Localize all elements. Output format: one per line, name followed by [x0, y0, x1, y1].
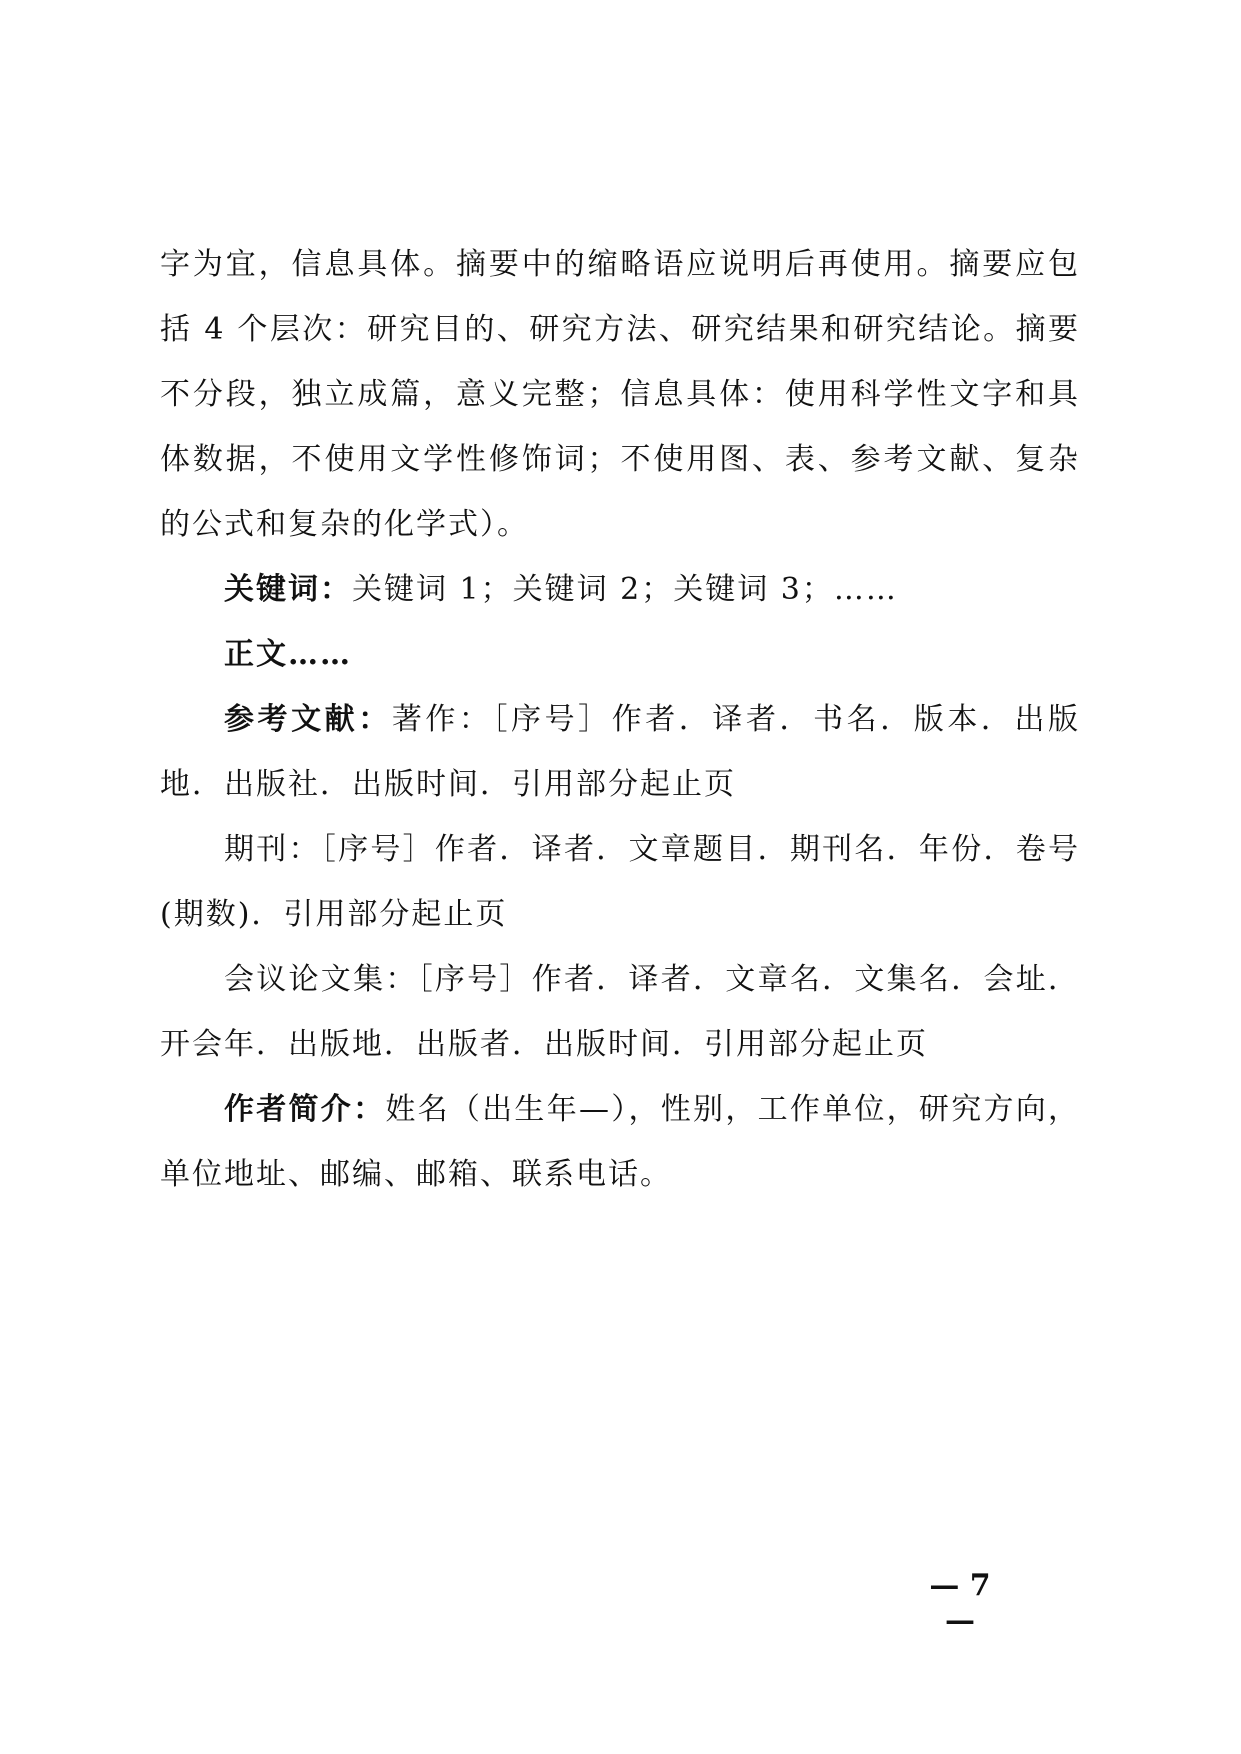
- keywords-text: 关键词 1；关键词 2；关键词 3；……: [352, 572, 898, 607]
- author-bio-text: 姓名（出生年—），性别，工作单位，研究方向，单位地址、邮编、邮箱、联系电话。: [160, 1092, 1081, 1192]
- references-book: 著作：［序号］作者．译者．书名．版本．出版地．出版社．出版时间．引用部分起止页: [160, 702, 1081, 802]
- keywords-label: 关键词：: [224, 572, 352, 607]
- references-proceedings-paragraph: [160, 947, 1080, 1077]
- abstract-continuation: 字为宜，信息具体。摘要中的缩略语应说明后再使用。摘要应包括 4 个层次：研究目的、研究方法、研究结果和研究结论。摘要不分段，独立成篇，意义完整；信息具体：使用科学性文字和具体数据，不使用文学性修饰词；不使用图、表、参考文献、复杂的公式和复杂的化学式）。: [160, 247, 1080, 542]
- references-proceedings: 会议论文集：［序号］作者．译者．文章名．文集名．会址．开会年．出版地．出版者．出版时间．引用部分起止页: [160, 962, 1080, 1062]
- author-bio-label: 作者简介：: [224, 1092, 386, 1127]
- references-book-paragraph: [160, 687, 1080, 817]
- references-journal-paragraph: [160, 817, 1080, 947]
- author-bio-paragraph: [160, 1077, 1080, 1207]
- references-label: 参考文献：: [224, 702, 392, 737]
- main-text-paragraph: [160, 622, 1080, 687]
- page-number: — 7 —: [929, 1568, 991, 1638]
- document-body: [160, 232, 1080, 1207]
- main-text-label: 正文……: [224, 637, 352, 672]
- references-journal: 期刊：［序号］作者．译者．文章题目．期刊名．年份．卷号(期数)．引用部分起止页: [160, 832, 1080, 932]
- keywords-paragraph: [160, 557, 1080, 622]
